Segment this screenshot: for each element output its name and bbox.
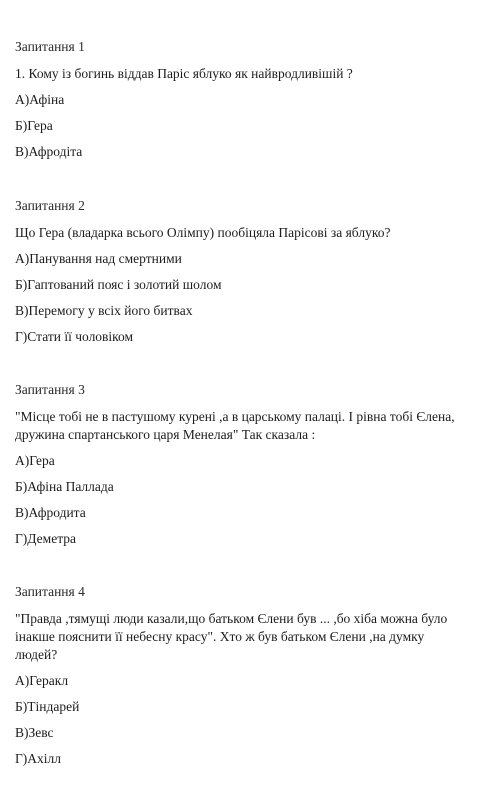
question-text: "Правда ,тямущі люди казали,що батьком Єлени був ... ,бо хіба можна було інакше пояснити її небесну красу". Хто ж був батьком Єлени ,на думку людей? [15,611,448,662]
question-title: Запитання 4 [15,584,85,599]
answer-option[interactable]: В)Афродита [15,505,86,520]
answer-option[interactable]: А)Афіна [15,92,65,107]
question-block-4 [15,583,493,776]
answer-option[interactable]: В)Перемогу у всіх його битвах [15,303,193,318]
question-block-1 [15,38,493,169]
question-title: Запитання 3 [15,382,85,397]
question-title: Запитання 1 [15,39,85,54]
answer-option[interactable]: Б)Гаптований пояс і золотий шолом [15,277,222,292]
answer-option[interactable]: Б)Афіна Паллада [15,479,114,494]
question-text: 1. Кому із богинь віддав Паріс яблуко як найвродливішій ? [15,66,353,81]
question-block-3 [15,381,493,556]
question-block-2 [15,197,493,354]
question-title: Запитання 2 [15,198,85,213]
answer-option[interactable]: Б)Тіндарей [15,699,80,714]
answer-option[interactable]: Г)Деметра [15,531,77,546]
question-text: Що Гера (владарка всього Олімпу) пообіцяла Парісові за яблуко? [15,225,391,240]
answer-option[interactable]: Г)Стати її чоловіком [15,329,134,344]
answer-option[interactable]: Б)Гера [15,118,53,133]
answer-option[interactable]: А)Геракл [15,673,69,688]
question-text: "Місце тобі не в пастушому курені ,а в царському палаці. І рівна тобі Єлена, дружина спартанського царя Менелая" Так сказала : [15,409,455,442]
answer-option[interactable]: А)Панування над смертними [15,251,182,266]
answer-option[interactable]: А)Гера [15,453,55,468]
answer-option[interactable]: Г)Ахілл [15,751,62,766]
answer-option[interactable]: В)Зевс [15,725,54,740]
answer-option[interactable]: В)Афродіта [15,144,83,159]
